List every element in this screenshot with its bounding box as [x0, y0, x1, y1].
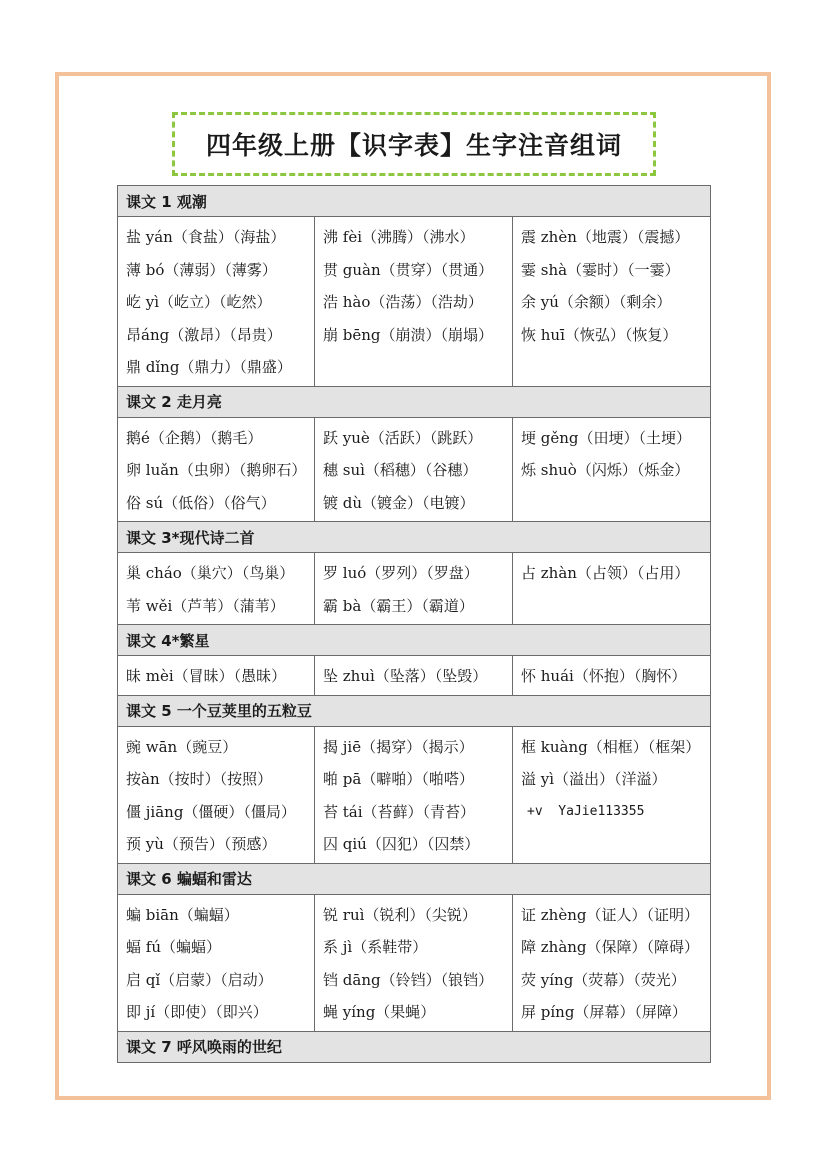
lesson-header-row: [118, 186, 711, 217]
char-column: [513, 894, 711, 1031]
char-entry: 铛 dāng（铃铛）（锒铛）: [323, 970, 494, 989]
char-entry: 烁 shuò（闪烁）（烁金）: [521, 461, 690, 479]
lesson-header-row: [118, 386, 711, 417]
lesson-title: 课文 3*现代诗二首: [118, 522, 711, 553]
lesson-title: 课文 6 蝙蝠和雷达: [118, 863, 711, 894]
char-entry: 苇 wěi（芦苇）（蒲苇）: [126, 596, 285, 615]
char-entry: 跃 yuè（活跃）（跳跃）: [323, 428, 483, 447]
char-entry: 系 jì（系鞋带）: [323, 938, 428, 956]
char-entry: 坠 zhuì（坠落）（坠毁）: [323, 667, 488, 685]
char-column: [118, 553, 315, 625]
lesson-title: 课文 5 一个豆荚里的五粒豆: [118, 695, 711, 726]
char-column: [315, 217, 513, 387]
char-entry: 鹅é（企鹅）（鹅毛）: [126, 428, 263, 447]
page-title: 四年级上册【识字表】生字注音组词: [172, 112, 656, 176]
char-entry: 霎 shà（霎时）（一霎）: [521, 260, 680, 279]
char-entry: 怀 huái（怀抱）（胸怀）: [521, 667, 687, 685]
char-entry: 即 jí（即使）（即兴）: [126, 1003, 268, 1021]
char-entry: 障 zhàng（保障）（障碍）: [521, 938, 700, 956]
lesson-title: 课文 4*繁星: [118, 625, 711, 656]
char-entry: 框 kuàng（相框）（框架）: [521, 737, 701, 756]
lesson-title: 课文 7 呼风唤雨的世纪: [118, 1031, 711, 1062]
char-entry: 昧 mèi（冒昧）（愚昧）: [126, 667, 287, 685]
char-column: [315, 656, 513, 696]
lesson-body-row: [118, 656, 711, 696]
char-entry: 屹 yì（屹立）（屹然）: [126, 293, 272, 311]
char-column: [513, 417, 711, 522]
char-column: [513, 656, 711, 696]
char-entry: 崩 bēng（崩溃）（崩塌）: [323, 325, 494, 344]
char-entry: 俗 sú（低俗）（俗气）: [126, 493, 276, 512]
char-entry: 罗 luó（罗列）（罗盘）: [323, 564, 479, 582]
char-entry: 溢 yì（溢出）（洋溢）: [521, 770, 667, 788]
lesson-title: 课文 1 观潮: [118, 186, 711, 217]
char-entry: 僵 jiāng（僵硬）（僵局）: [126, 802, 296, 821]
char-column: [118, 417, 315, 522]
contact-note: +v YaJie113355: [527, 803, 645, 819]
char-entry: 穗 suì（稻穗）（谷穗）: [323, 461, 478, 479]
char-entry: 沸 fèi（沸腾）（沸水）: [323, 228, 475, 246]
char-entry: 预 yù（预告）（预感）: [126, 835, 277, 853]
char-entry: 埂 gěng（田埂）（土埂）: [521, 428, 692, 447]
char-entry: 卵 luǎn（虫卵）（鹅卵石）: [126, 461, 307, 479]
char-entry: 启 qǐ（启蒙）（启动）: [126, 970, 273, 989]
lesson-title: 课文 2 走月亮: [118, 386, 711, 417]
char-entry: 盐 yán（食盐）（海盐）: [126, 228, 286, 246]
char-column: [315, 894, 513, 1031]
char-column: [118, 726, 315, 863]
char-entry: 霸 bà（霸王）（霸道）: [323, 596, 474, 615]
lesson-body-row: [118, 894, 711, 1031]
char-entry: 豌 wān（豌豆）: [126, 737, 238, 756]
char-entry: 薄 bó（薄弱）（薄雾）: [126, 260, 277, 279]
lesson-header-row: [118, 522, 711, 553]
lesson-header-row: [118, 625, 711, 656]
char-entry: 贯 guàn（贯穿）（贯通）: [323, 260, 494, 279]
char-column: [315, 417, 513, 522]
character-table: [117, 185, 711, 1063]
char-column: [118, 656, 315, 696]
char-column: [513, 217, 711, 387]
char-entry: 鼎 dǐng（鼎力）（鼎盛）: [126, 358, 292, 376]
char-entry: 屏 píng（屏幕）（屏障）: [521, 1003, 687, 1021]
char-entry: 昂áng（激昂）（昂贵）: [126, 325, 282, 344]
lesson-body-row: [118, 217, 711, 387]
char-entry: 荧 yíng（荧幕）（荧光）: [521, 970, 686, 989]
char-entry: 揭 jiē（揭穿）（揭示）: [323, 737, 474, 756]
char-entry: 震 zhèn（地震）（震撼）: [521, 228, 690, 246]
lesson-header-row: [118, 863, 711, 894]
char-entry: 蝙 biān（蝙蝠）: [126, 905, 239, 924]
char-column: [315, 553, 513, 625]
char-entry: 余 yú（余额）（剩余）: [521, 293, 672, 311]
char-column: [118, 894, 315, 1031]
char-entry: 啪 pā（噼啪）（啪嗒）: [323, 770, 474, 788]
lesson-header-row: [118, 1031, 711, 1062]
char-entry: 锐 ruì（锐利）（尖锐）: [323, 905, 477, 924]
char-column: [513, 726, 711, 863]
char-entry: 证 zhèng（证人）（证明）: [521, 905, 699, 924]
lesson-body-row: [118, 417, 711, 522]
char-column: [118, 217, 315, 387]
char-entry: 占 zhàn（占领）（占用）: [521, 564, 690, 582]
char-entry: 镀 dù（镀金）（电镀）: [323, 493, 475, 512]
char-entry: 恢 huī（恢弘）（恢复）: [521, 325, 678, 344]
char-entry: 囚 qiú（囚犯）（囚禁）: [323, 835, 480, 853]
lesson-body-row: [118, 553, 711, 625]
char-entry: 浩 hào（浩荡）（浩劫）: [323, 293, 483, 311]
lesson-body-row: [118, 726, 711, 863]
char-entry: 巢 cháo（巢穴）（鸟巢）: [126, 564, 295, 582]
char-entry: 按àn（按时）（按照）: [126, 770, 273, 788]
char-entry: 蝇 yíng（果蝇）: [323, 1003, 436, 1021]
char-entry: 蝠 fú（蝙蝠）: [126, 938, 221, 956]
char-column: [315, 726, 513, 863]
char-entry: 苔 tái（苔藓）（青苔）: [323, 802, 476, 821]
char-column: [513, 553, 711, 625]
lesson-header-row: [118, 695, 711, 726]
